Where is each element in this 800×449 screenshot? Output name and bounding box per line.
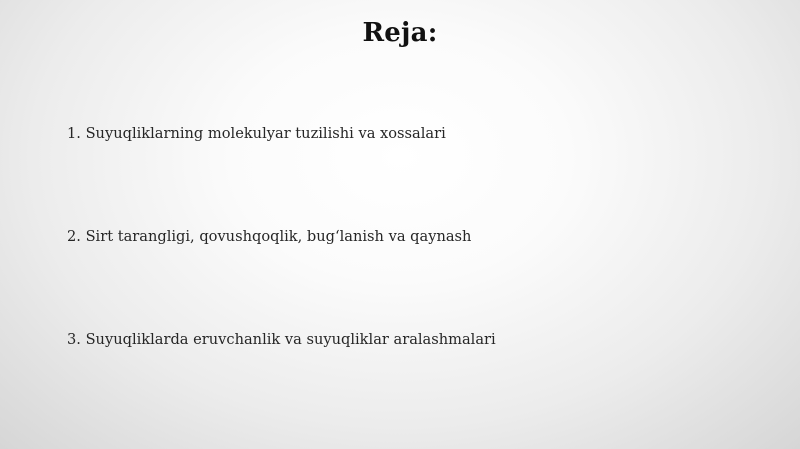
slide-title: Reja: <box>362 18 438 48</box>
plan-item-2: 2. Sirt tarangligi, qovushqoqlik, bugʻlanish va qaynash <box>67 228 472 245</box>
plan-list <box>67 124 496 350</box>
plan-item-1: 1. Suyuqliklarning molekulyar tuzilishi va xossalari <box>67 125 446 142</box>
plan-item-3: 3. Suyuqliklarda eruvchanlik va suyuqliklar aralashmalari <box>67 331 496 348</box>
